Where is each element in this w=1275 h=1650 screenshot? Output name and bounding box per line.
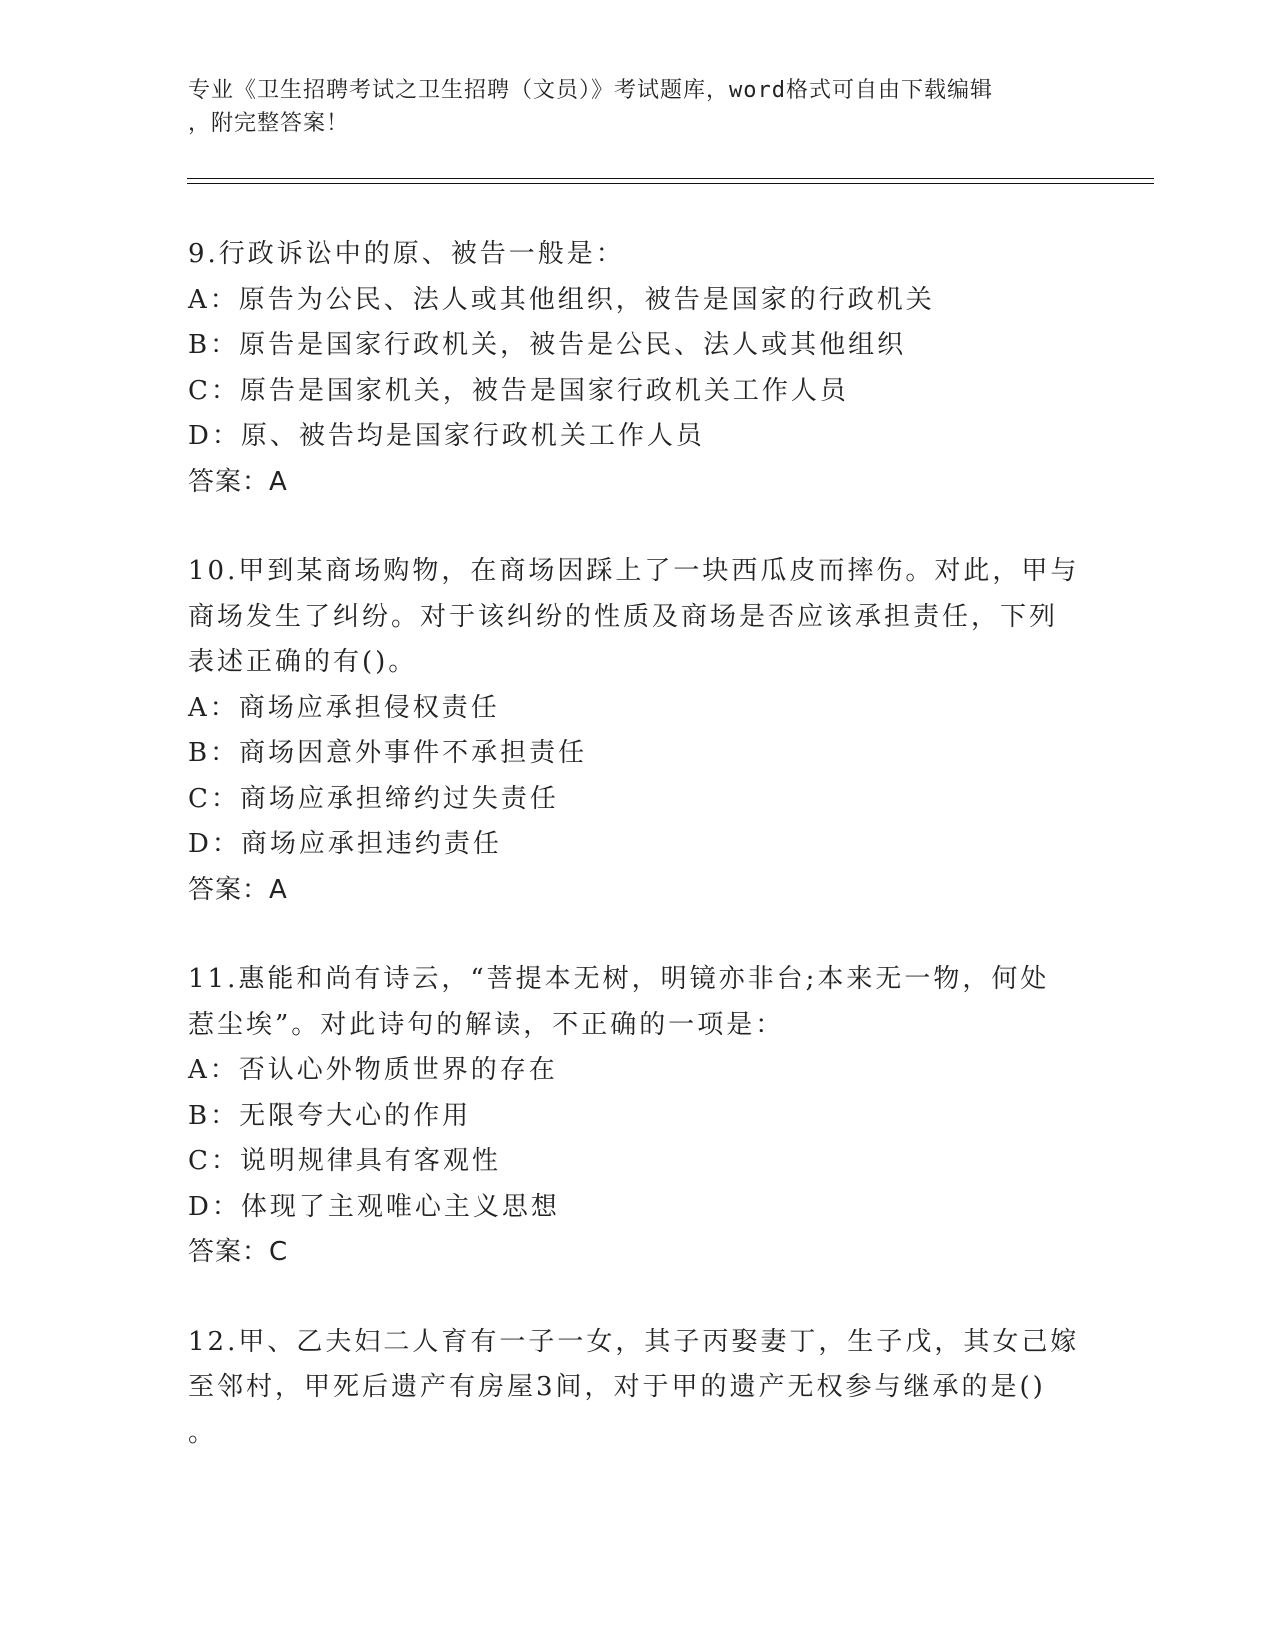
option-d: D：体现了主观唯心主义思想: [188, 1191, 560, 1222]
question-stem-line: 惹尘埃”。对此诗句的解读，不正确的一项是：: [188, 1009, 785, 1040]
question-stem-line: 10.甲到某商场购物，在商场因踩上了一块西瓜皮而摔伤。对此，甲与: [188, 556, 1080, 586]
question-stem-line: 9.行政诉讼中的原、被告一般是：: [188, 239, 625, 269]
option-b: B：商场因意外事件不承担责任: [188, 738, 588, 768]
question-stem-line: 。: [188, 1417, 218, 1448]
option-c: C：商场应承担缔约过失责任: [188, 783, 559, 814]
option-c: C：原告是国家机关，被告是国家行政机关工作人员: [188, 375, 849, 406]
question-9: [188, 232, 1088, 505]
option-b: B：无限夸大心的作用: [188, 1100, 472, 1131]
header-divider-top: [187, 178, 1154, 179]
answer-line: 答案：C: [188, 1237, 289, 1267]
document-header: [188, 74, 1068, 140]
question-12: [188, 1320, 1088, 1457]
option-a: A：商场应承担侵权责任: [188, 692, 500, 723]
header-divider-bottom: [187, 183, 1154, 184]
question-stem-line: 表述正确的有()。: [188, 647, 418, 677]
option-c: C：说明规律具有客观性: [188, 1146, 501, 1176]
answer-line: 答案：A: [188, 874, 288, 905]
question-stem-line: 商场发生了纠纷。对于该纠纷的性质及商场是否应该承担责任，下列: [188, 601, 1059, 632]
option-d: D：商场应承担违约责任: [188, 829, 502, 859]
header-line-1: 专业《卫生招聘考试之卫生招聘（文员）》考试题库，word格式可自由下载编辑: [188, 78, 993, 103]
option-b: B：原告是国家行政机关，被告是公民、法人或其他组织: [188, 330, 907, 360]
option-a: A：否认心外物质世界的存在: [188, 1055, 558, 1085]
header-line-2: ，附完整答案！: [188, 111, 350, 136]
question-list: [188, 232, 1088, 1500]
option-a: A：原告为公民、法人或其他组织，被告是国家的行政机关: [188, 284, 935, 315]
question-10: [188, 549, 1088, 913]
question-stem-line: 11.惠能和尚有诗云，“菩提本无树，明镜亦非台;本来无一物，何处: [188, 964, 1050, 994]
question-stem-line: 12.甲、乙夫妇二人育有一子一女，其子丙娶妻丁，生子戊，其女己嫁: [188, 1326, 1080, 1357]
question-11: [188, 957, 1088, 1276]
question-stem-line: 至邻村，甲死后遗产有房屋3间，对于甲的遗产无权参与继承的是(): [188, 1372, 1046, 1402]
answer-line: 答案：A: [188, 466, 288, 497]
option-d: D：原、被告均是国家行政机关工作人员: [188, 421, 705, 451]
